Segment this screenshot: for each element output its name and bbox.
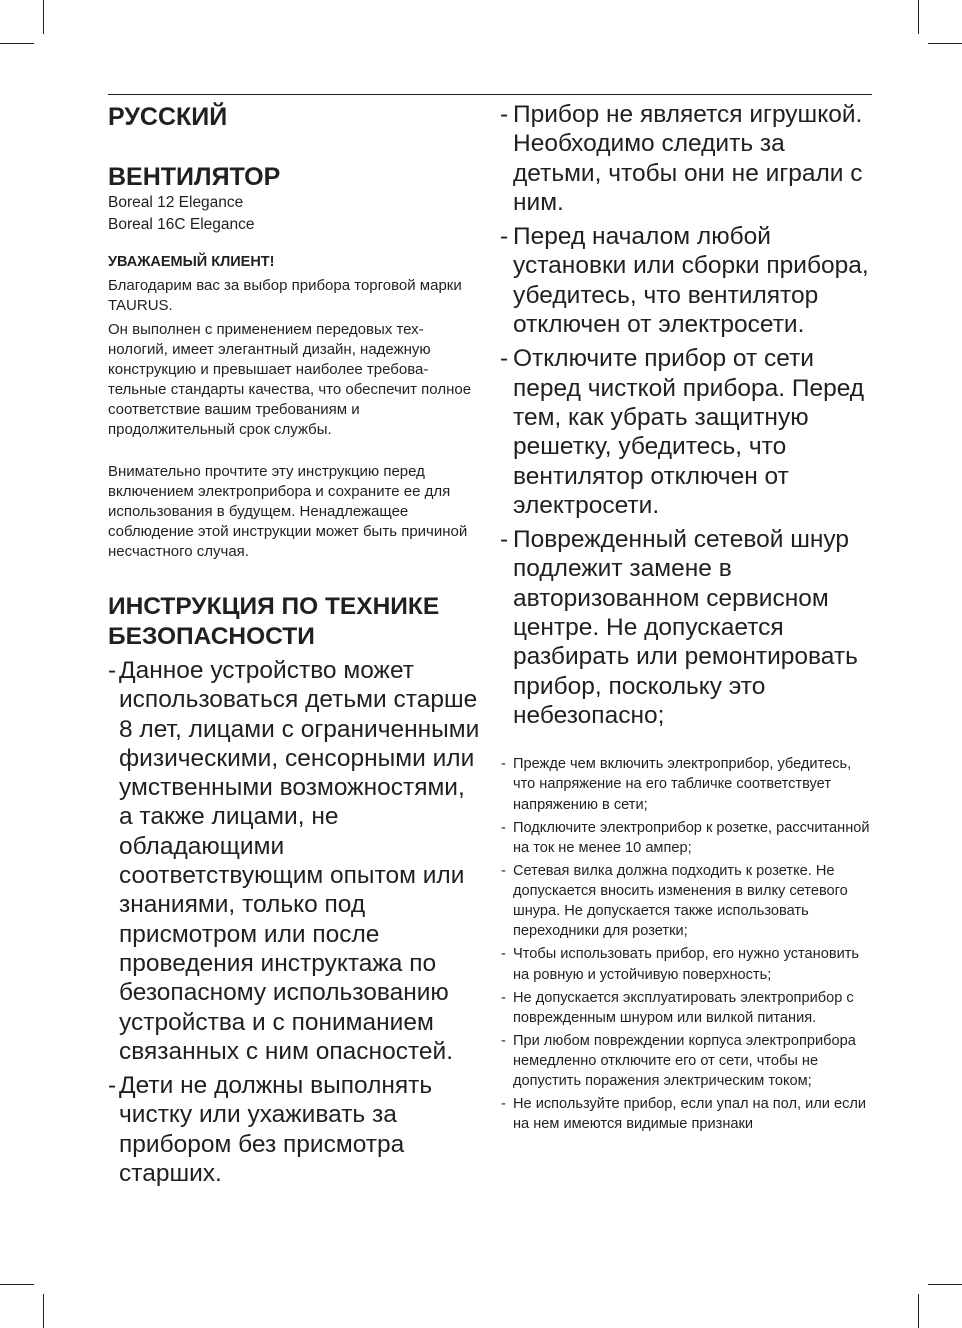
model-name: Boreal 12 Elegance: [108, 194, 244, 211]
dash-marker: -: [501, 862, 506, 879]
list-item: [500, 861, 874, 942]
note-text: Не допускается эксплуатировать электроприбор с поврежденным шнуром или вилкой питания.: [513, 989, 854, 1026]
dash-marker: -: [108, 657, 117, 684]
list-item: [108, 1071, 480, 1188]
intro-paragraph: Он выполнен с применением передовых тех-нологий, имеет элегантный дизайн, надежную конструкцию и превышает наиболее требова-тельные стандарты качества, что обеспечит полное соответствие вашим требованиям и продолжительный срок службы.: [108, 321, 472, 438]
dash-marker: -: [501, 989, 506, 1006]
dash-marker: -: [108, 1072, 117, 1100]
model-name: Boreal 16C Elegance: [108, 216, 255, 233]
dash-marker: -: [500, 223, 509, 251]
list-item: [500, 818, 874, 858]
list-item: [500, 100, 874, 217]
safety-warnings-list: [108, 656, 480, 1188]
dash-marker: -: [501, 1096, 506, 1113]
dash-marker: -: [500, 345, 509, 373]
dash-marker: -: [501, 946, 506, 963]
crop-mark: [0, 1284, 34, 1285]
crop-mark: [918, 1294, 919, 1328]
greeting: УВАЖАЕМЫЙ КЛИЕНТ!: [108, 254, 275, 270]
safety-notes-list: [500, 754, 874, 1134]
warning-text: Отключите прибор от сети перед чисткой прибора. Перед тем, как убрать защитную решетку, убедитесь, что вентилятор отключен от электросети.: [513, 345, 865, 519]
crop-mark: [928, 43, 962, 44]
note-text: Не используйте прибор, если упал на пол, или если на нем имеются видимые признаки: [513, 1096, 867, 1133]
list-item: [500, 1094, 874, 1134]
note-text: При любом повреждении корпуса электроприбора немедленно отключите его от сети, чтобы не допустить поражения электрическим током;: [513, 1032, 856, 1090]
list-item: [500, 222, 874, 339]
safety-heading: ИНСТРУКЦИЯ ПО ТЕХНИКЕ БЕЗОПАСНОСТИ: [108, 593, 440, 650]
list-item: [500, 525, 874, 730]
warning-text: Дети не должны выполнять чистку или ухаживать за прибором без присмотра старших.: [119, 1072, 433, 1188]
right-column: [500, 100, 874, 1137]
warning-text: Перед началом любой установки или сборки прибора, убедитесь, что вентилятор отключен от электросети.: [513, 223, 869, 339]
note-text: Чтобы использовать прибор, его нужно установить на ровную и устойчивую поверхность;: [513, 946, 860, 983]
list-item: [500, 344, 874, 520]
dash-marker: -: [501, 819, 506, 836]
safety-warnings-list: [500, 100, 874, 730]
list-item: [500, 754, 874, 815]
list-item: [500, 944, 874, 984]
dash-marker: -: [500, 101, 509, 128]
warning-text: Поврежденный сетевой шнур подлежит замене в авторизованном сервисном центре. Не допускается разбирать или ремонтировать прибор, поскольку это небезопасно;: [513, 526, 858, 729]
list-item: [500, 988, 874, 1028]
product-title: ВЕНТИЛЯТОР: [108, 163, 281, 191]
crop-mark: [928, 1284, 962, 1285]
crop-mark: [43, 1294, 44, 1328]
crop-mark: [918, 0, 919, 34]
intro-paragraph: Благодарим вас за выбор прибора торговой марки TAURUS.: [108, 277, 462, 314]
dash-marker: -: [500, 526, 509, 554]
list-item: [500, 1031, 874, 1092]
dash-marker: -: [501, 1032, 506, 1049]
top-rule: [108, 94, 872, 95]
note-text: Прежде чем включить электроприбор, убедитесь, что напряжение на его табличке соответствует напряжению в сети;: [513, 756, 852, 813]
list-item: [108, 656, 480, 1066]
language-heading: РУССКИЙ: [108, 103, 228, 131]
crop-mark: [43, 0, 44, 34]
warning-text: Данное устройство может использоваться детьми старше 8 лет, лицами с ограниченными физическими, сенсорными или умственными возможностями, а также лицами, не обладающими соответствующим опытом или знаниями, только под присмотром или после проведения инструктажа по безопасному использованию устройства и с пониманием связанных с ним опасностей.: [119, 657, 480, 1065]
crop-mark: [0, 43, 34, 44]
note-text: Сетевая вилка должна подходить к розетке. Не допускается вносить изменения в вилку сетевого шнура. Не допускается также использовать переходники для розетки;: [513, 862, 848, 940]
warning-text: Прибор не является игрушкой. Необходимо следить за детьми, чтобы они не играли с ним.: [513, 101, 863, 216]
dash-marker: -: [501, 756, 506, 773]
intro-paragraph: Внимательно прочтите эту инструкцию перед включением электроприбора и сохраните ее для использования в будущем. Ненадлежащее соблюдение этой инструкции может быть причиной несчастного случая.: [108, 463, 468, 560]
note-text: Подключите электроприбор к розетке, рассчитанной на ток не менее 10 ампер;: [513, 819, 870, 856]
left-column: [108, 100, 480, 1193]
